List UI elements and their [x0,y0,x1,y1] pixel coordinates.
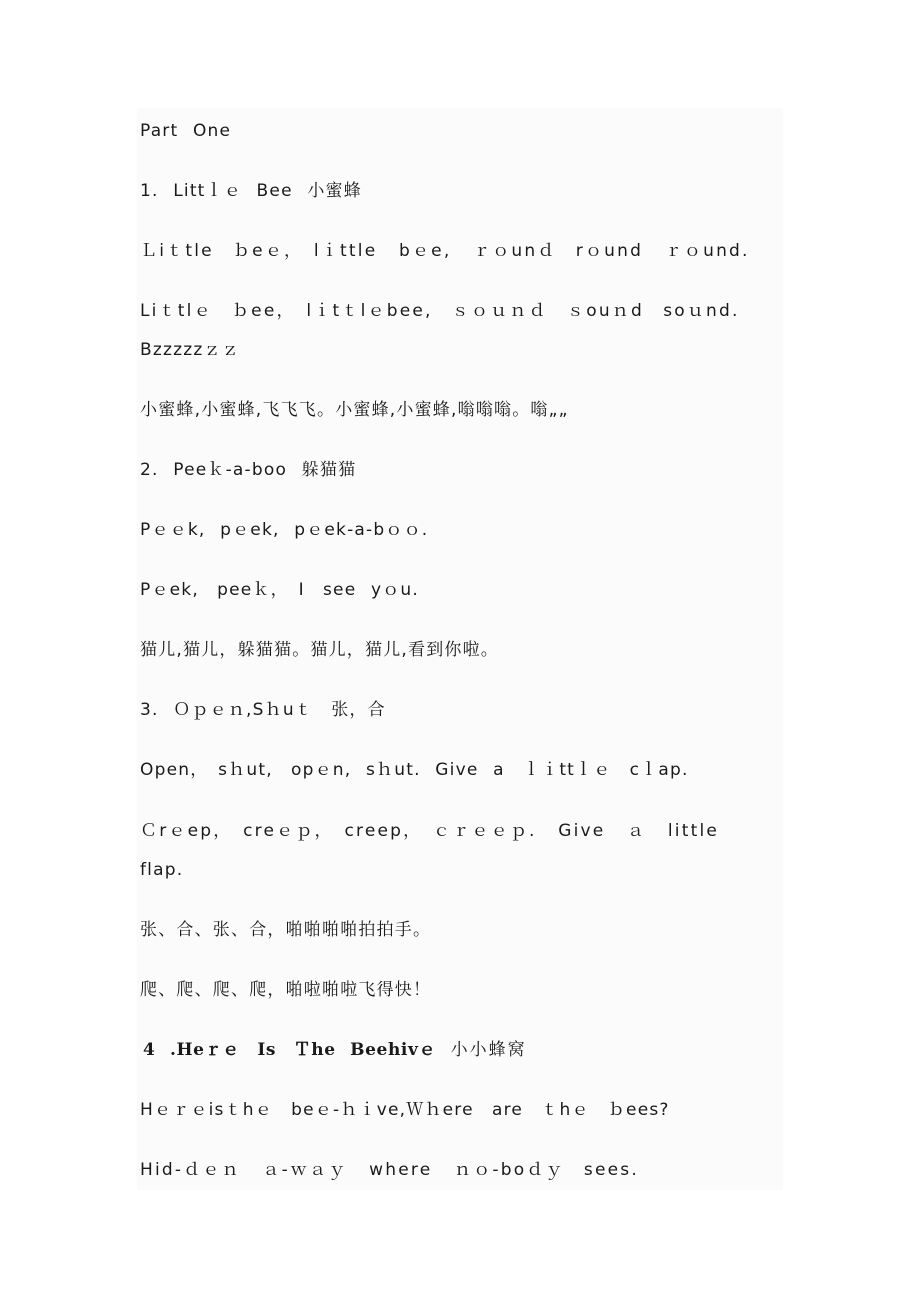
song-3-line-3: flap. [140,860,184,880]
song-4-line-2: Hid-ｄｅｎ ａ-ｗａｙ where ｎｏ-boｄｙ sees. [140,1160,639,1180]
song-2-line-2: Pｅek, peeｋ， I see yｏu. [140,580,419,600]
song-3-line-2: Ｃrｅep， creｅｐ， creep， ｃｒｅｅｐ. Give ａ little [140,821,720,841]
song-4-title-chinese: 小小蜂窝 [450,1040,527,1060]
song-1-chinese: 小蜜蜂,小蜜蜂,飞飞飞。小蜜蜂,小蜜蜂,嗡嗡嗡。嗡„„ [140,400,569,420]
song-2-chinese: 猫儿,猫儿，躲猫猫。猫儿，猫儿,看到你啦。 [140,640,500,660]
song-1-line-1: Ｌiｔtle ｂeｅ， lｉttle bｅe, ｒｏunｄ rｏund ｒｏund. [140,241,750,261]
song-1-line-2: Liｔtlｅ ｂee， lｉtｔlｅbee, ｓｏｕｎｄ ｓouｎd soｕnd. [140,301,740,321]
song-3-chinese-1: 张、合、张、合，啪啪啪啪拍拍手。 [140,920,432,940]
song-4-line-1: Hｅｒｅisｔhｅ beｅ-ｈｉve,Ｗｈere are ｔhｅ ｂees? [140,1100,670,1120]
song-1-line-3: Bzzzzzｚｚ [140,340,240,360]
song-2-title: 2. Peeｋ-a-boo 躲猫猫 [140,460,357,480]
song-1-title: 1. Littｌｅ Bee 小蜜蜂 [140,181,362,201]
song-3-title: 3. Ｏｐｅｎ,Sｈuｔ 张，合 [140,700,386,720]
song-3-line-1: Open， sｈut, opｅn, sｈut. Give a ｌｉttｌｅ cｌap. [140,760,689,780]
part-title: Part One [140,121,232,141]
song-2-line-1: Pｅｅk, pｅek, pｅek-a-bｏｏ. [140,520,429,540]
song-4-title-english: 4 .Heｒｅ Is Ｔhe Beehivｅ [143,1040,437,1060]
song-3-chinese-2: 爬、爬、爬、爬，啪啦啪啦飞得快！ [140,980,432,1000]
song-4-title [143,1040,527,1060]
